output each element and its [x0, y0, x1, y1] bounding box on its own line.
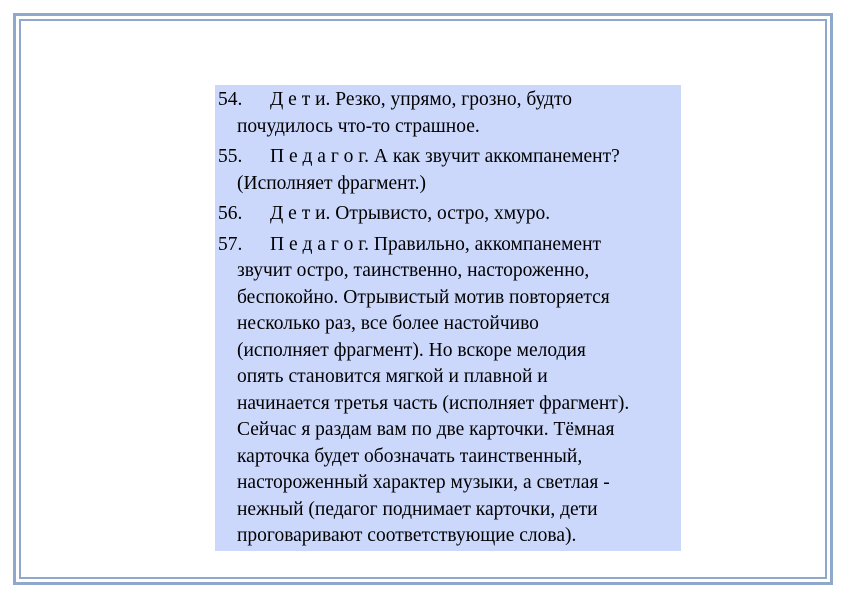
speaker-label: П е д а г о г.	[270, 146, 369, 167]
speaker-label: Д е т и.	[270, 89, 331, 110]
continuation-line: звучит остро, таинственно, настороженно,	[237, 260, 590, 281]
continuation-line: (Исполняет фрагмент.)	[237, 172, 426, 194]
continuation-line: почудилось что-то страшное.	[237, 115, 480, 137]
continuation-line: начинается третья часть (исполняет фрагмент).	[237, 392, 630, 414]
item-first-line: Резко, упрямо, грозно, будто	[335, 89, 572, 110]
item-continuation	[218, 171, 681, 198]
item-continuation	[218, 114, 681, 141]
dialogue-item-54	[218, 87, 681, 140]
dialogue-item-55	[218, 144, 681, 197]
item-number: 55.	[218, 146, 243, 167]
continuation-line: Сейчас я раздам вам по две карточки. Тёмная	[237, 419, 615, 440]
speaker-label: П е д а г о г.	[270, 233, 369, 255]
item-number: 56.	[218, 203, 243, 224]
continuation-line: настороженный характер музыки, а светлая -	[237, 472, 610, 493]
continuation-line: проговаривают соответствующие слова).	[237, 525, 577, 546]
continuation-line: беспокойно. Отрывистый мотив повторяется	[237, 286, 610, 308]
speaker-label: Д е т и.	[270, 203, 331, 224]
item-number: 54.	[218, 89, 243, 110]
dialogue-item-56	[218, 201, 681, 228]
dialogue-text-box	[215, 85, 681, 551]
continuation-line: карточка будет обозначать таинственный,	[237, 445, 583, 467]
continuation-line: (исполняет фрагмент). Но вскоре мелодия	[237, 339, 586, 361]
continuation-line: опять становится мягкой и плавной и	[237, 366, 548, 387]
item-first-line: Отрывисто, остро, хмуро.	[335, 203, 551, 224]
item-first-line: Правильно, аккомпанемент	[373, 233, 602, 255]
item-number: 57.	[218, 233, 243, 255]
continuation-line: нежный (педагог поднимает карточки, дети	[237, 498, 598, 520]
dialogue-item-57	[218, 232, 681, 550]
continuation-line: несколько раз, все более настойчиво	[237, 313, 539, 334]
item-first-line: А как звучит аккомпанемент?	[373, 146, 620, 167]
item-continuation	[218, 258, 681, 550]
